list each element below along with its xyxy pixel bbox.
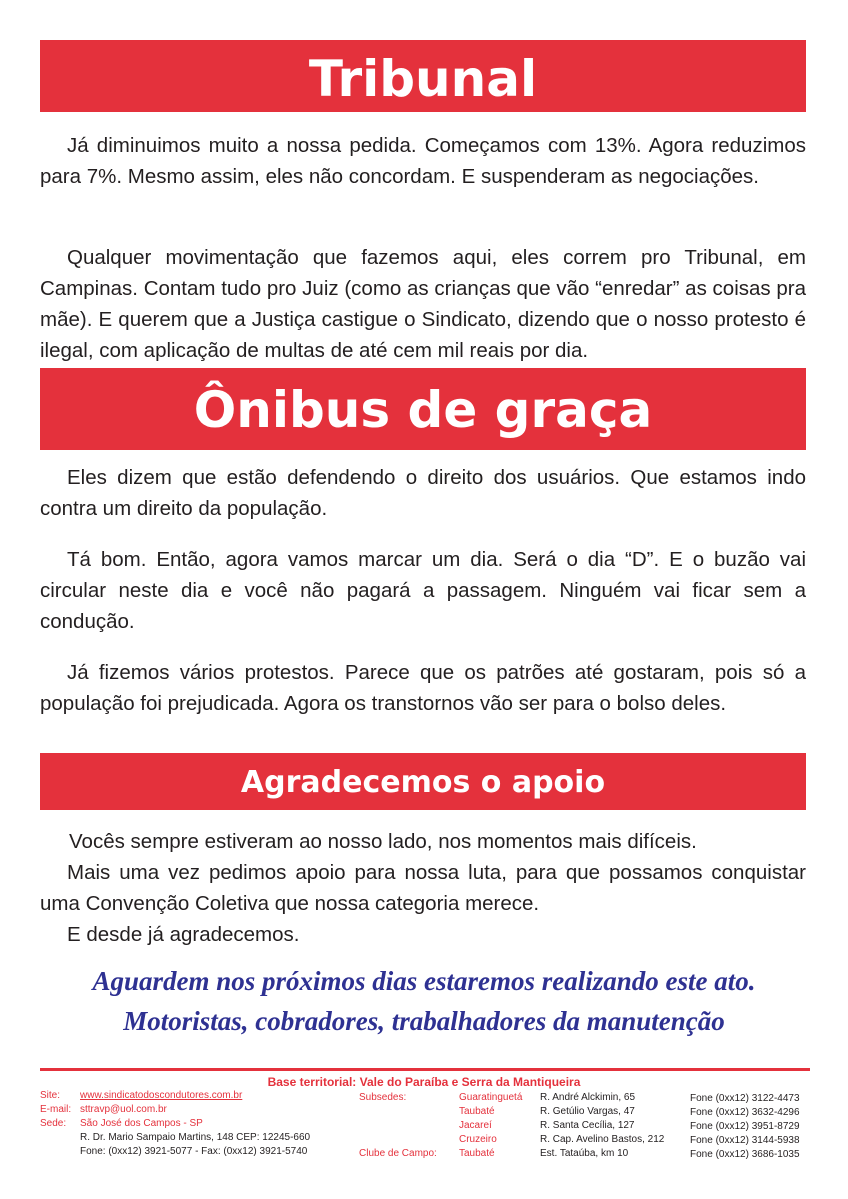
slogan-line-1: Aguardem nos próximos dias estaremos realizando este ato. (92, 966, 756, 996)
paragraph-apoio-3: E desde já agradecemos. (67, 923, 300, 946)
sede-address: R. Dr. Mario Sampaio Martins, 148 CEP: 12245-660 (80, 1132, 311, 1143)
subsede-phone: Fone (0xx12) 3951-8729 (690, 1121, 800, 1132)
subsede-city: Taubaté (459, 1148, 495, 1159)
subsede-address: R. Santa Cecília, 127 (540, 1120, 635, 1131)
footer-title: Base territorial: Vale do Paraíba e Serra da Mantiqueira (267, 1075, 581, 1089)
paragraph-tribunal-1: Já diminuimos muito a nossa pedida. Começamos com 13%. Agora reduzimos para 7%. Mesmo assim, eles não concordam. E suspenderam as negociações. (40, 134, 806, 188)
section-title-tribunal: Tribunal (308, 50, 538, 108)
section-title-apoio: Agradecemos o apoio (240, 765, 606, 800)
subsede-city: Taubaté (459, 1106, 495, 1117)
subsede-address: R. André Alckimin, 65 (540, 1092, 636, 1103)
subsede-phone: Fone (0xx12) 3144-5938 (690, 1135, 800, 1146)
subsede-city: Guaratinguetá (459, 1092, 523, 1103)
section-title-onibus: Ônibus de graça (193, 381, 653, 439)
paragraph-onibus-1: Eles dizem que estão defendendo o direito dos usuários. Que estamos indo contra um direito da população. (40, 466, 806, 520)
site-label: Site: (40, 1090, 61, 1101)
paragraph-onibus-2: Tá bom. Então, agora vamos marcar um dia. Será o dia “D”. E o buzão vai circular neste dia e você não pagará a passagem. Ninguém vai ficar sem a condução. (40, 548, 806, 633)
subsede-address: R. Cap. Avelino Bastos, 212 (540, 1134, 665, 1145)
site-link[interactable]: www.sindicatodoscondutores.com.br (80, 1090, 243, 1101)
subsede-phone: Fone (0xx12) 3122-4473 (690, 1093, 800, 1104)
clube-label: Clube de Campo: (359, 1148, 437, 1159)
paragraph-apoio-1: Vocês sempre estiveram ao nosso lado, nos momentos mais difíceis. (69, 830, 697, 853)
subsede-city: Cruzeiro (459, 1134, 497, 1145)
slogan-line-2: Motoristas, cobradores, trabalhadores da manutenção (123, 1006, 725, 1036)
paragraph-tribunal-2: Qualquer movimentação que fazemos aqui, eles correm pro Tribunal, em Campinas. Contam tudo pro Juiz (como as crianças que vão “enredar” as coisas pra mãe). E querem que a Justiça castigue o Sindicato, dizendo que o nosso protesto é ilegal, com aplicação de multas de até cem mil reais por dia. (40, 246, 806, 362)
paragraph-apoio-2: Mais uma vez pedimos apoio para nossa luta, para que possamos conquistar uma Convenção Coletiva que nossa categoria merece. (40, 861, 806, 915)
banner-apoio (40, 753, 806, 810)
banner-tribunal (40, 40, 806, 112)
paragraph-onibus-3: Já fizemos vários protestos. Parece que os patrões até gostaram, pois só a população foi prejudicada. Agora os transtornos vão ser para o bolso deles. (40, 661, 806, 715)
subsede-city: Jacareí (459, 1120, 492, 1131)
footer-divider (40, 1068, 810, 1071)
subsede-phone: Fone (0xx12) 3632-4296 (690, 1107, 800, 1118)
email-link[interactable]: sttravp@uol.com.br (80, 1104, 167, 1115)
sede-label: Sede: (40, 1118, 67, 1129)
banner-onibus (40, 368, 806, 450)
subsede-phone: Fone (0xx12) 3686-1035 (690, 1149, 800, 1160)
subsede-address: Est. Tataúba, km 10 (540, 1148, 629, 1159)
email-label: E-mail: (40, 1104, 72, 1115)
sede-phone: Fone: (0xx12) 3921-5077 - Fax: (0xx12) 3921-5740 (80, 1146, 308, 1157)
subsedes-label: Subsedes: (359, 1092, 407, 1103)
subsede-address: R. Getúlio Vargas, 47 (540, 1106, 635, 1117)
sede-city: São José dos Campos - SP (80, 1118, 203, 1129)
